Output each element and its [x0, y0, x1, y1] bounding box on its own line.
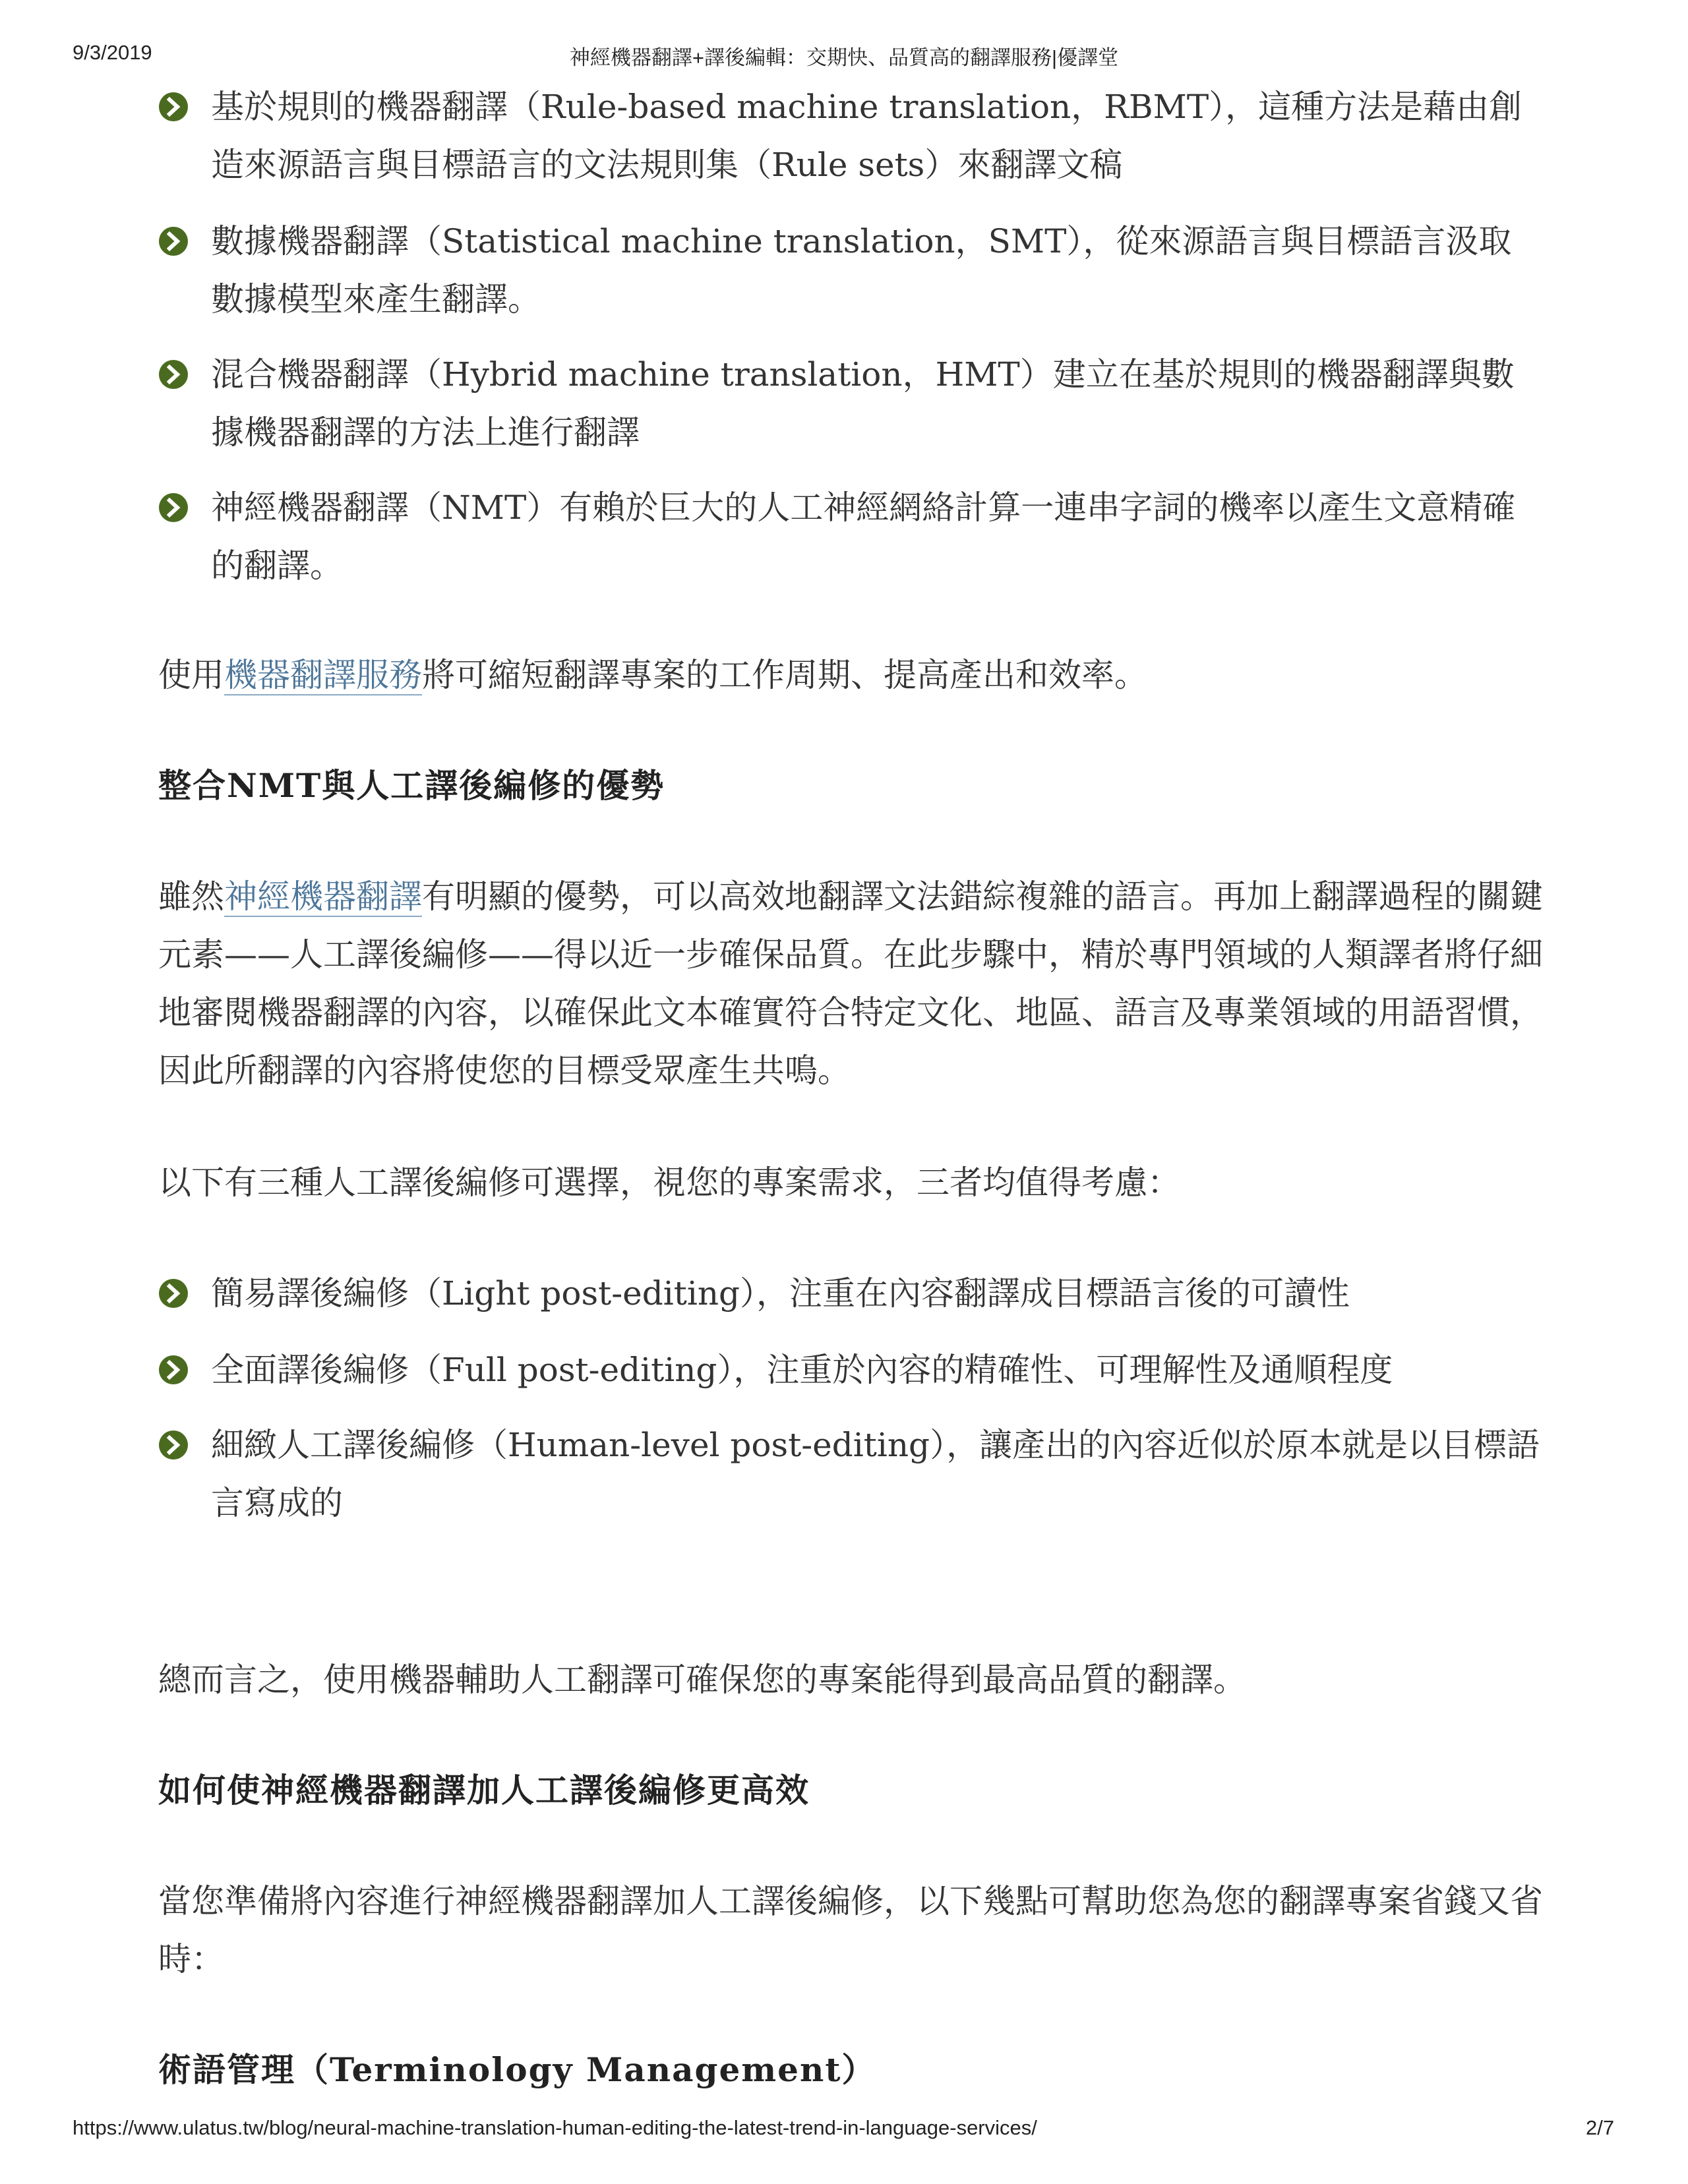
- heading-terminology: 術語管理（Terminology Management）: [158, 2050, 876, 2089]
- list-item-text: 神經機器翻譯（NMT）有賴於巨大的人工神經網絡計算一連串字詞的機率以產生文意精確的翻譯。: [211, 488, 1516, 585]
- circle-chevron-right-icon: [158, 1278, 189, 1309]
- heading-efficiency: 如何使神經機器翻譯加人工譯後編修更高效: [158, 1771, 810, 1810]
- advantage-paragraph: [158, 868, 1543, 1100]
- options-intro: 以下有三種人工譯後編修可選擇，視您的專案需求，三者均值得考慮：: [158, 1164, 1180, 1202]
- service-paragraph: [158, 646, 1543, 704]
- post-editing-types-list: [158, 1264, 1543, 1532]
- heading-advantages: 整合NMT與人工譯後編修的優勢: [158, 766, 665, 805]
- neural-machine-translation-link[interactable]: 神經機器翻譯: [224, 877, 422, 916]
- efficiency-paragraph: 當您準備將內容進行神經機器翻譯加人工譯後編修，以下幾點可幫助您為您的翻譯專案省錢又省時：: [158, 1882, 1543, 1978]
- circle-chevron-right-icon: [158, 92, 189, 122]
- print-title: 神經機器翻譯+譯後編輯：交期快、品質高的翻譯服務|優譯堂: [569, 46, 1119, 69]
- print-url: https://www.ulatus.tw/blog/neural-machine-translation-human-editing-the-latest-trend-in-language-services/: [73, 2116, 1037, 2139]
- list-item-text: 基於規則的機器翻譯（Rule-based machine translation，RBMT），這種方法是藉由創造來源語言與目標語言的文法規則集（Rule sets）來翻譯文稿: [211, 88, 1522, 184]
- list-item-text: 混合機器翻譯（Hybrid machine translation，HMT）建立在基於規則的機器翻譯與數據機器翻譯的方法上進行翻譯: [211, 355, 1515, 452]
- advantage-text-before: 雖然: [158, 877, 224, 916]
- print-date: 9/3/2019: [73, 41, 152, 64]
- list-item: [158, 1341, 1543, 1399]
- machine-translation-service-link[interactable]: 機器翻譯服務: [224, 656, 422, 694]
- circle-chevron-right-icon: [158, 492, 189, 523]
- list-item: [158, 1264, 1543, 1322]
- circle-chevron-right-icon: [158, 226, 189, 256]
- circle-chevron-right-icon: [158, 1430, 189, 1460]
- list-item: [158, 345, 1543, 461]
- list-item-text: 簡易譯後編修（Light post-editing），注重在內容翻譯成目標語言後的可讀性: [211, 1274, 1350, 1313]
- conclusion-paragraph: 總而言之，使用機器輔助人工翻譯可確保您的專案能得到最高品質的翻譯。: [158, 1661, 1246, 1699]
- list-item: [158, 1416, 1543, 1532]
- list-item-text: 數據機器翻譯（Statistical machine translation，SMT），從來源語言與目標語言汲取數據模型來產生翻譯。: [211, 222, 1512, 318]
- circle-chevron-right-icon: [158, 1355, 189, 1385]
- list-item-text: 全面譯後編修（Full post-editing），注重於內容的精確性、可理解性及通順程度: [211, 1351, 1393, 1389]
- list-item-text: 細緻人工譯後編修（Human-level post-editing），讓產出的內容近似於原本就是以目標語言寫成的: [211, 1426, 1540, 1522]
- list-item: [158, 212, 1543, 328]
- list-item: [158, 479, 1543, 595]
- mt-types-list: [158, 78, 1543, 595]
- circle-chevron-right-icon: [158, 359, 189, 390]
- print-page-number: 2/7: [1586, 2116, 1615, 2139]
- service-text-before: 使用: [158, 656, 224, 694]
- advantage-text-after: 有明顯的優勢，可以高效地翻譯文法錯綜複雜的語言。再加上翻譯過程的關鍵元素——人工譯後編修——得以近一步確保品質。在此步驟中，精於專門領域的人類譯者將仔細地審閱機器翻譯的內容，以確保此文本確實符合特定文化、地區、語言及專業領域的用語習慣，因此所翻譯的內容將使您的目標受眾產生共鳴。: [158, 877, 1543, 1090]
- service-text-after: 將可縮短翻譯專案的工作周期、提高產出和效率。: [422, 656, 1147, 694]
- list-item: [158, 78, 1543, 194]
